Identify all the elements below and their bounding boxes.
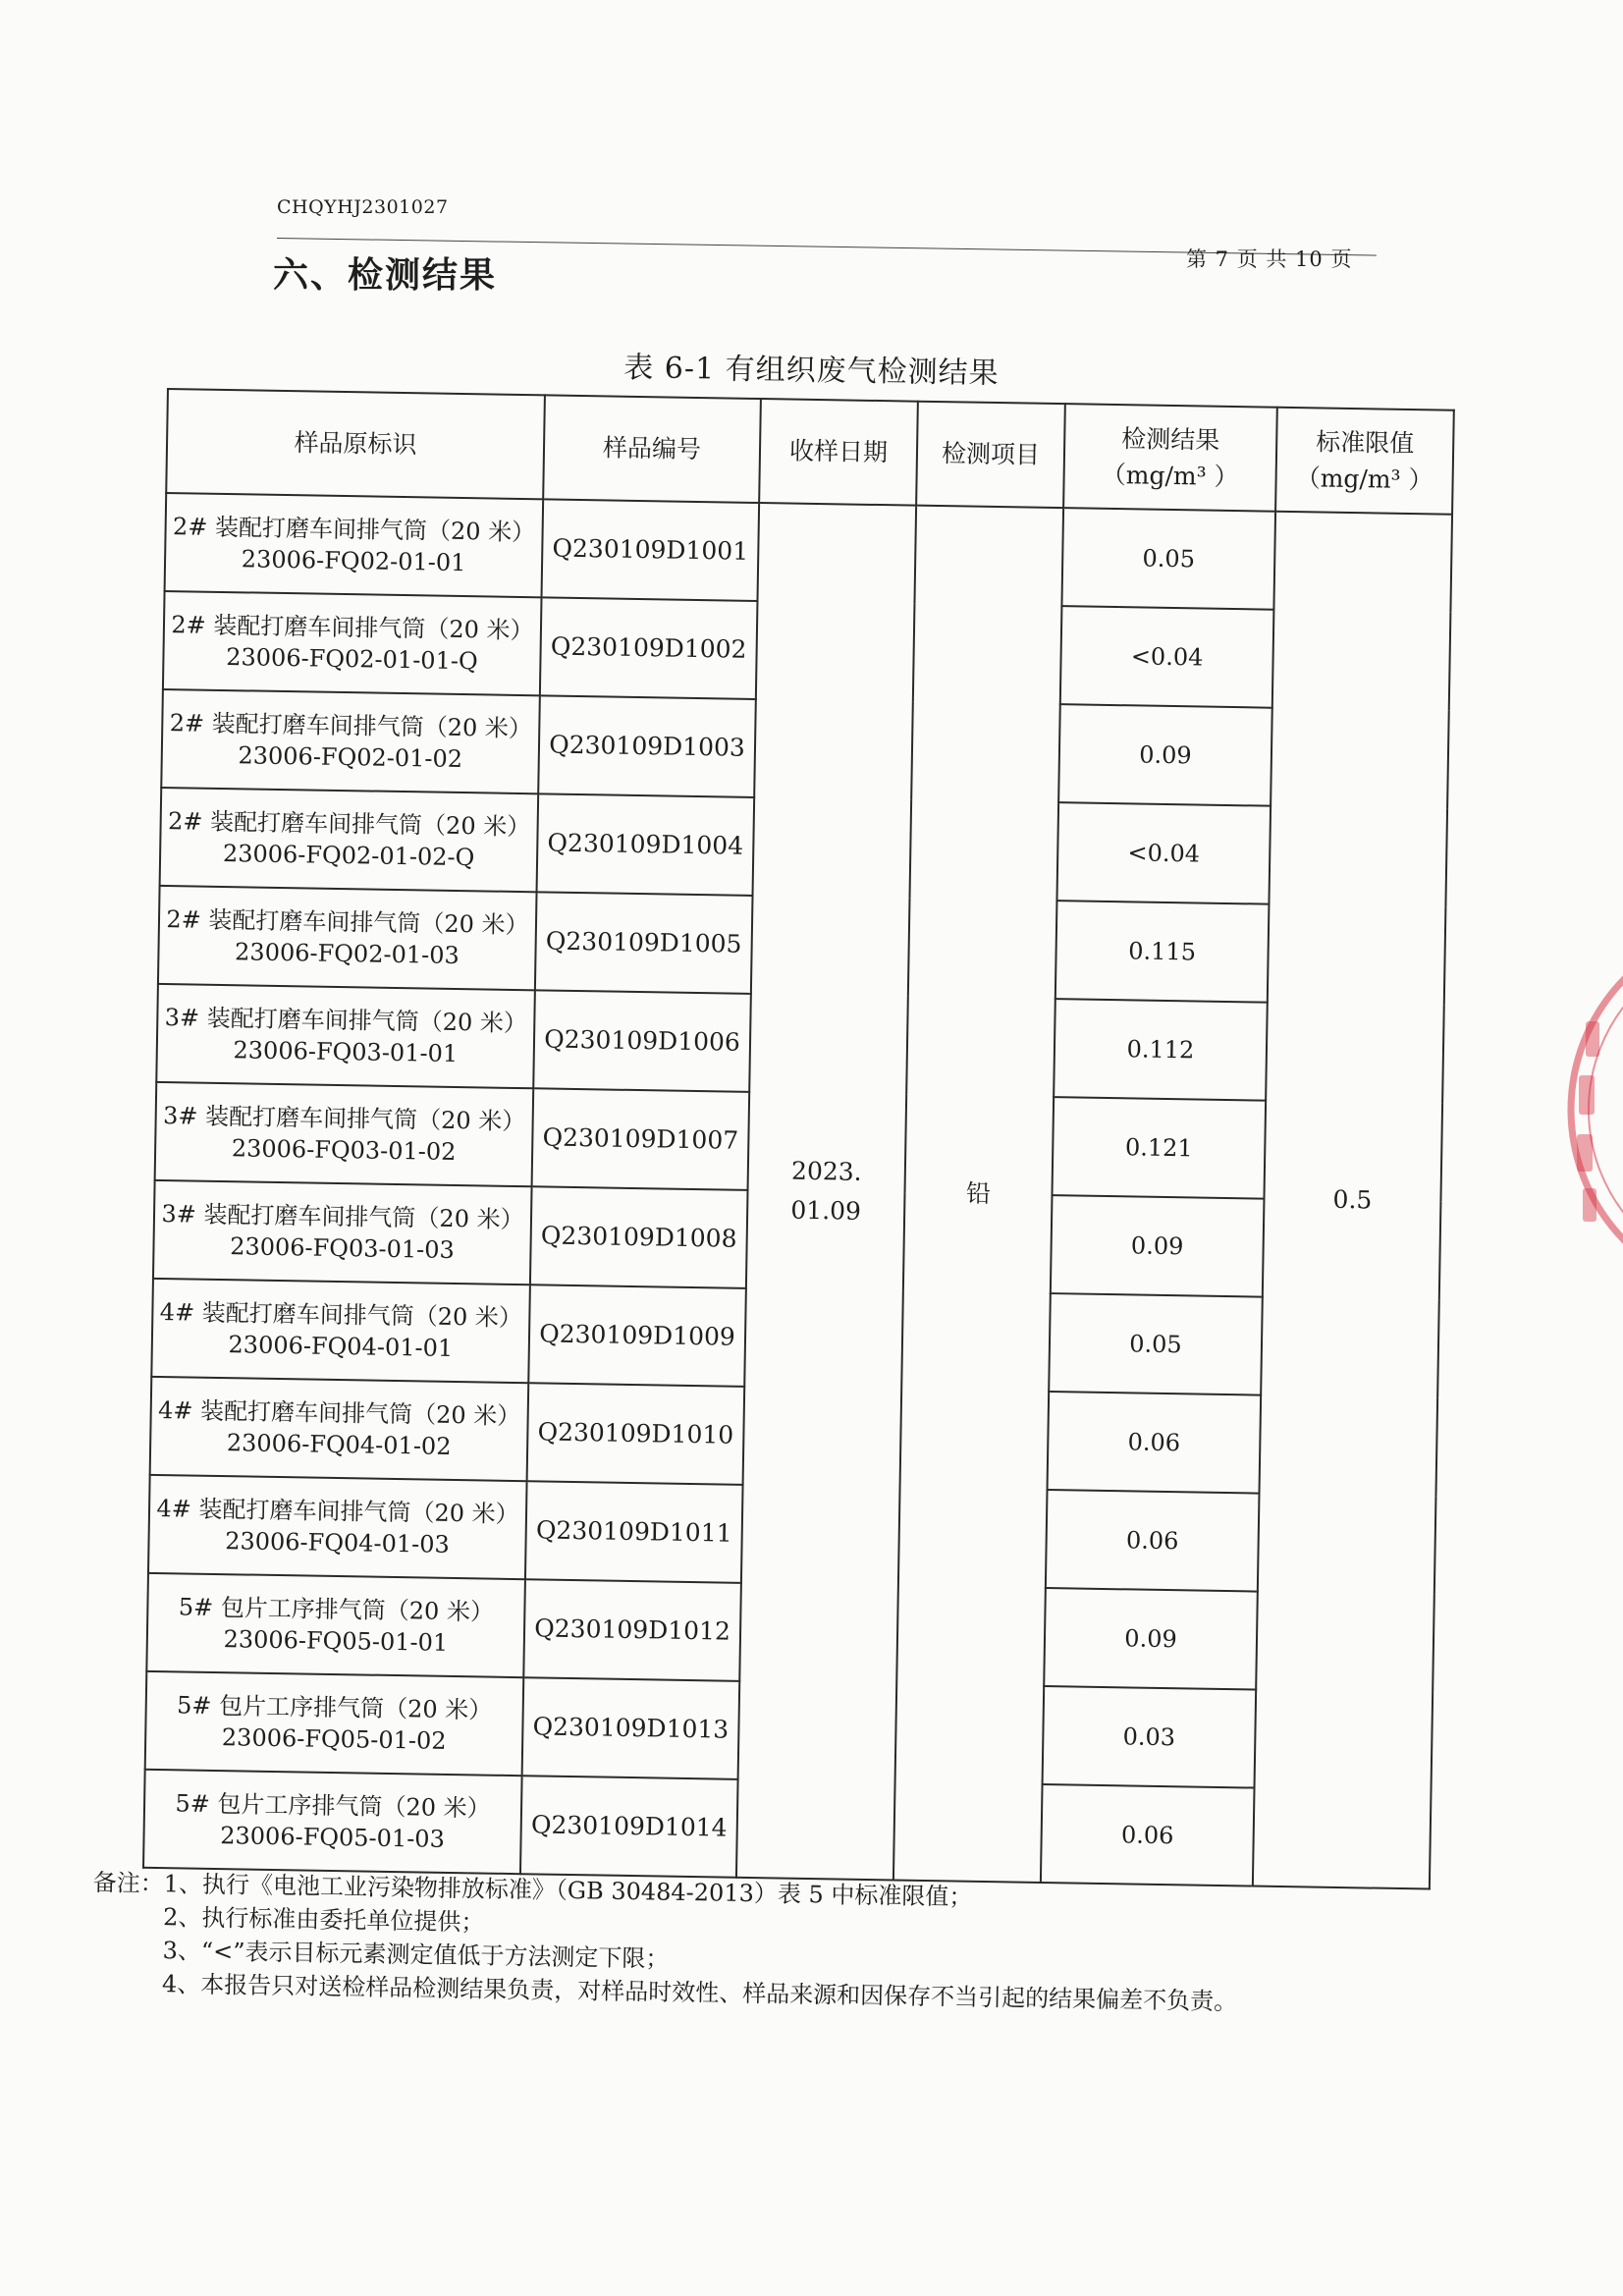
header-limit: [1275, 408, 1454, 515]
cell-result: 0.03: [1043, 1686, 1257, 1788]
cell-result: 0.115: [1055, 901, 1270, 1003]
results-table-wrapper: [142, 388, 1455, 1890]
cell-item: 铅: [893, 506, 1063, 1883]
section-title: 六、检测结果: [273, 254, 498, 296]
header-code: 样品编号: [543, 395, 761, 503]
page-number: 第 7 页 共 10 页: [1186, 247, 1353, 271]
cell-source: 5# 包片工序排气筒（20 米）23006-FQ05-01-03: [143, 1770, 522, 1874]
note-1: 1、执行《电池工业污染物排放标准》（GB 30484-2013）表 5 中标准限值；: [163, 1870, 973, 1911]
cell-source: 4# 装配打磨车间排气筒（20 米）23006-FQ04-01-02: [150, 1377, 529, 1481]
date-year: 2023.: [790, 1156, 862, 1186]
header-result-title: 检测结果: [1121, 423, 1220, 455]
table-caption: 表 6-1 有组织废气检测结果: [622, 350, 1000, 392]
note-2: 2、执行标准由委托单位提供；: [162, 1903, 485, 1937]
cell-code: Q230109D1014: [520, 1776, 738, 1878]
cell-code: Q230109D1005: [535, 892, 753, 994]
cell-source: 5# 包片工序排气筒（20 米）23006-FQ05-01-02: [145, 1671, 524, 1776]
cell-code: Q230109D1004: [537, 793, 755, 896]
document-code: CHQYHJ2301027: [277, 196, 449, 218]
cell-code: Q230109D1003: [538, 695, 756, 797]
cell-source: 4# 装配打磨车间排气筒（20 米）23006-FQ04-01-01: [151, 1279, 530, 1383]
header-result: [1063, 404, 1277, 512]
cell-source: 3# 装配打磨车间排气筒（20 米）23006-FQ03-01-01: [156, 984, 535, 1088]
notes-label: 备注：: [92, 1868, 164, 1898]
cell-source: 4# 装配打磨车间排气筒（20 米）23006-FQ04-01-03: [148, 1475, 527, 1579]
cell-code: Q230109D1008: [530, 1186, 748, 1288]
cell-code: Q230109D1009: [528, 1285, 746, 1387]
cell-code: Q230109D1002: [540, 597, 758, 699]
cell-result: <0.04: [1056, 802, 1271, 904]
cell-result: 0.05: [1061, 508, 1275, 610]
header-result-unit: （mg/m³ ）: [1101, 460, 1239, 492]
seal-stamp-graphic: [1532, 903, 1623, 1316]
header-limit-unit: （mg/m³ ）: [1295, 464, 1434, 495]
cell-result: 0.06: [1048, 1392, 1262, 1494]
cell-result: 0.09: [1044, 1588, 1258, 1690]
cell-code: Q230109D1007: [532, 1088, 750, 1190]
cell-result: 0.09: [1058, 704, 1272, 806]
cell-code: Q230109D1010: [527, 1383, 745, 1485]
cell-date: [736, 503, 916, 1880]
cell-result: 0.09: [1051, 1195, 1265, 1297]
seal-stamp-fragment: [1532, 903, 1623, 1316]
cell-result: 0.06: [1046, 1490, 1260, 1592]
cell-result: <0.04: [1060, 606, 1274, 708]
date-monthday: 01.09: [790, 1195, 862, 1226]
cell-source: 2# 装配打磨车间排气筒（20 米）23006-FQ02-01-02-Q: [160, 788, 539, 892]
cell-result: 0.121: [1052, 1097, 1266, 1199]
header-date: 收样日期: [759, 399, 918, 506]
notes-block: [91, 1866, 1380, 2021]
cell-source: 3# 装配打磨车间排气筒（20 米）23006-FQ03-01-02: [155, 1082, 534, 1186]
header-source: 样品原标识: [166, 389, 545, 499]
cell-source: 5# 包片工序排气筒（20 米）23006-FQ05-01-01: [146, 1573, 525, 1677]
cell-code: Q230109D1006: [533, 990, 751, 1092]
cell-source: 2# 装配打磨车间排气筒（20 米）23006-FQ02-01-03: [158, 886, 537, 990]
results-table: [142, 388, 1455, 1890]
cell-source: 2# 装配打磨车间排气筒（20 米）23006-FQ02-01-01-Q: [163, 591, 542, 695]
cell-limit: 0.5: [1253, 512, 1452, 1889]
cell-source: 3# 装配打磨车间排气筒（20 米）23006-FQ03-01-03: [153, 1180, 532, 1285]
cell-code: Q230109D1011: [525, 1481, 743, 1583]
cell-code: Q230109D1013: [522, 1677, 740, 1779]
cell-code: Q230109D1012: [523, 1579, 741, 1681]
note-4: 4、本报告只对送检样品检测结果负责，对样品时效性、样品来源和因保存不当引起的结果偏差不负责。: [161, 1970, 1238, 2016]
cell-source: 2# 装配打磨车间排气筒（20 米）23006-FQ02-01-01: [165, 493, 544, 597]
header-limit-title: 标准限值: [1316, 426, 1415, 458]
cell-code: Q230109D1001: [542, 499, 760, 601]
cell-result: 0.06: [1041, 1784, 1255, 1886]
note-3: 3、“<”表示目标元素测定值低于方法测定下限；: [162, 1937, 670, 1973]
cell-result: 0.112: [1054, 999, 1268, 1101]
cell-source: 2# 装配打磨车间排气筒（20 米）23006-FQ02-01-02: [161, 689, 540, 793]
table-body: [143, 493, 1452, 1889]
header-item: 检测项目: [916, 402, 1065, 508]
cell-result: 0.05: [1049, 1293, 1263, 1395]
